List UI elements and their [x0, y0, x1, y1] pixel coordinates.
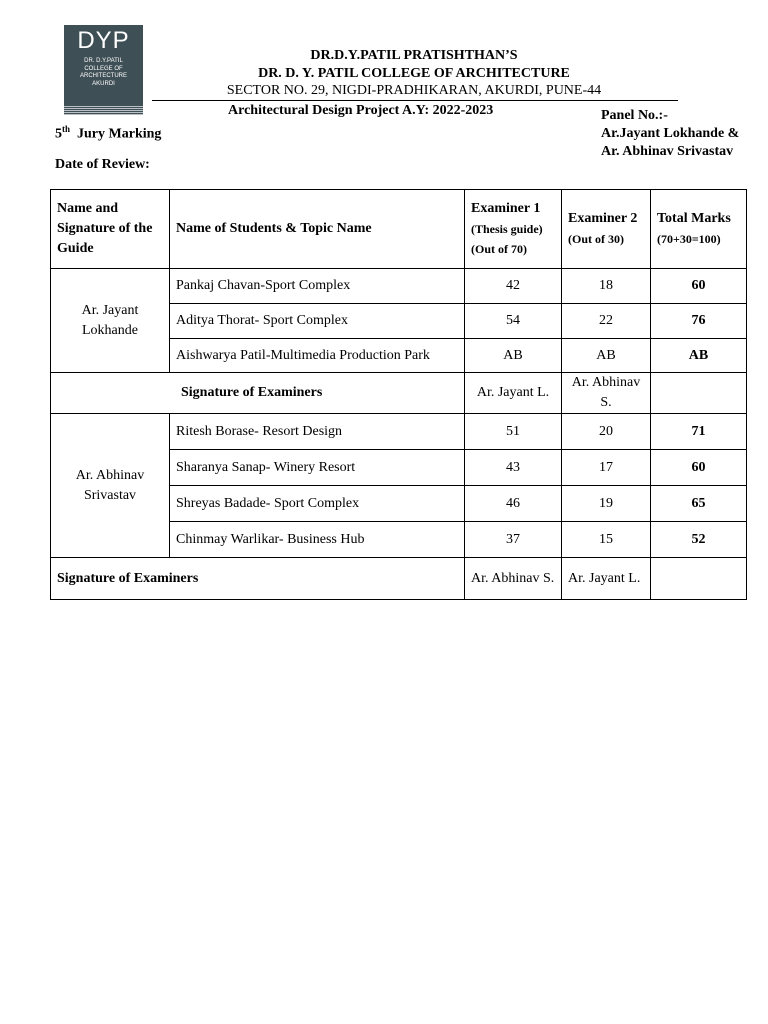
total-mark: 52	[651, 522, 747, 558]
examiner-1-mark: AB	[465, 339, 562, 373]
header-divider	[152, 100, 678, 101]
examiner-2-mark: 22	[562, 304, 651, 339]
table-header-row	[51, 190, 747, 269]
college-name: DR. D. Y. PATIL COLLEGE OF ARCHITECTURE	[258, 66, 570, 81]
panel-info	[601, 107, 739, 161]
logo-line: ARCHITECTURE	[79, 73, 127, 79]
header-students: Name of Students & Topic Name	[170, 190, 465, 269]
guide-name: Ar. Abhinav Srivastav	[51, 414, 170, 558]
guide-name: Ar. Jayant Lokhande	[51, 269, 170, 373]
marks-table	[50, 189, 747, 600]
header-examiner-2	[562, 190, 651, 269]
panel-member-1: Ar.Jayant Lokhande &	[601, 126, 740, 141]
college-address: SECTOR NO. 29, NIGDI-PRADHIKARAN, AKURDI, PUNE-44	[226, 83, 602, 98]
examiner-2-mark: AB	[562, 339, 651, 373]
table-row	[51, 269, 747, 304]
header-guide: Name and Signature of the Guide	[51, 190, 170, 269]
examiner-2-mark: 15	[562, 522, 651, 558]
signature-examiner-2: Ar. Abhinav S.	[562, 373, 651, 414]
logo-line: AKURDI	[92, 80, 115, 87]
examiner-2-mark: 17	[562, 450, 651, 486]
examiner-1-mark: 46	[465, 486, 562, 522]
examiner-2-mark: 18	[562, 269, 651, 304]
signature-row	[51, 373, 747, 414]
examiner-2-sub: (Out of 30)	[568, 232, 624, 246]
college-logo	[64, 25, 143, 115]
student-topic: Aditya Thorat- Sport Complex	[170, 304, 465, 339]
total-mark: 76	[651, 304, 747, 339]
logo-text	[64, 58, 143, 88]
jury-suffix: th	[62, 124, 71, 134]
total-mark: AB	[651, 339, 747, 373]
examiner-1-sub: (Thesis guide) (Out of 70)	[471, 222, 543, 256]
table-row	[51, 414, 747, 450]
signature-total	[651, 558, 747, 600]
student-topic: Shreyas Badade- Sport Complex	[170, 486, 465, 522]
jury-number: 5	[55, 126, 62, 142]
total-mark: 71	[651, 414, 747, 450]
examiner-1-mark: 43	[465, 450, 562, 486]
examiner-1-mark: 51	[465, 414, 562, 450]
examiner-2-mark: 19	[562, 486, 651, 522]
project-title: Architectural Design Project A.Y: 2022-2023	[228, 103, 494, 118]
panel-member-2: Ar. Abhinav Srivastav	[601, 144, 734, 159]
logo-stripes	[64, 105, 143, 115]
panel-label: Panel No.:-	[601, 108, 668, 123]
student-topic: Sharanya Sanap- Winery Resort	[170, 450, 465, 486]
examiner-1-mark: 54	[465, 304, 562, 339]
examiner-1-mark: 42	[465, 269, 562, 304]
student-topic: Chinmay Warlikar- Business Hub	[170, 522, 465, 558]
signature-examiner-2: Ar. Jayant L.	[562, 558, 651, 600]
student-topic: Pankaj Chavan-Sport Complex	[170, 269, 465, 304]
total-title: Total Marks	[657, 211, 731, 226]
jury-label: Jury Marking	[77, 126, 162, 142]
total-mark: 60	[651, 269, 747, 304]
total-sub: (70+30=100)	[657, 232, 721, 246]
signature-row	[51, 558, 747, 600]
signature-label: Signature of Examiners	[51, 373, 465, 414]
student-topic: Aishwarya Patil-Multimedia Production Park	[170, 339, 465, 373]
examiner-1-title: Examiner 1	[471, 201, 541, 216]
logo-mark: DYP	[77, 27, 130, 54]
student-topic: Ritesh Borase- Resort Design	[170, 414, 465, 450]
jury-title	[55, 124, 161, 143]
signature-label: Signature of Examiners	[51, 558, 465, 600]
examiner-1-mark: 37	[465, 522, 562, 558]
date-of-review-label: Date of Review:	[55, 157, 150, 172]
header-examiner-1	[465, 190, 562, 269]
header-total	[651, 190, 747, 269]
trust-name: DR.D.Y.PATIL PRATISHTHAN’S	[310, 48, 518, 63]
signature-examiner-1: Ar. Abhinav S.	[465, 558, 562, 600]
examiner-2-title: Examiner 2	[568, 211, 638, 226]
logo-line: COLLEGE OF	[84, 65, 123, 72]
signature-examiner-1: Ar. Jayant L.	[465, 373, 562, 414]
signature-total	[651, 373, 747, 414]
logo-line: DR. D.Y.PATIL	[84, 58, 123, 64]
total-mark: 60	[651, 450, 747, 486]
total-mark: 65	[651, 486, 747, 522]
examiner-2-mark: 20	[562, 414, 651, 450]
